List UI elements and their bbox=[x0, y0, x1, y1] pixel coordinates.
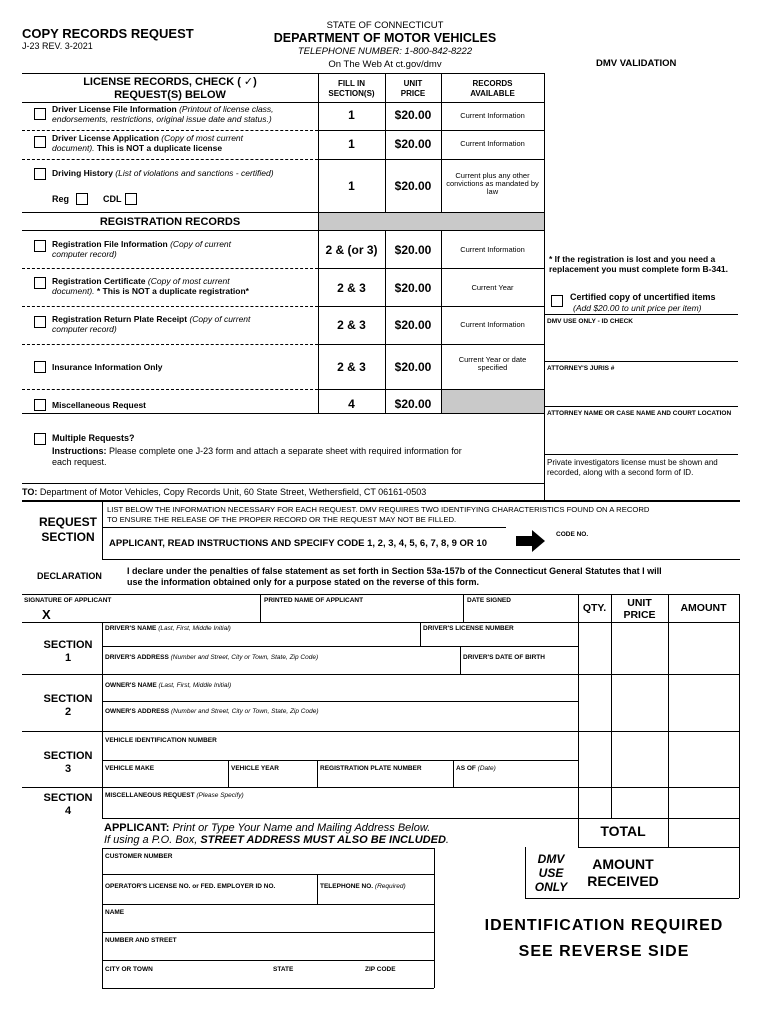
records-available: Current Information bbox=[460, 245, 525, 254]
available-label: AVAILABLE bbox=[470, 89, 515, 98]
applicant-heading bbox=[104, 822, 430, 834]
declaration-line1: I declare under the penalties of false statement as set forth in Section 53a-157b of the Connecticut General Statutes that I will bbox=[127, 566, 662, 576]
row-desc: endorsements, restrictions, original issue date and status.) bbox=[52, 114, 272, 124]
request-label: REQUEST bbox=[38, 515, 97, 529]
unit-label: UNIT bbox=[403, 79, 423, 88]
drivers-dob-label: DRIVER'S DATE OF BIRTH bbox=[463, 654, 545, 661]
row-desc: document). bbox=[52, 143, 95, 153]
certified-copy-checkbox[interactable] bbox=[551, 295, 563, 307]
price-label: PRICE bbox=[623, 609, 656, 621]
records-label: RECORDS bbox=[472, 79, 513, 88]
unit-price: $20.00 bbox=[394, 108, 432, 122]
multiple-requests-instructions bbox=[52, 446, 532, 457]
section-1-label bbox=[30, 639, 106, 665]
telephone-number: TELEPHONE NUMBER: 1-800-842-8222 bbox=[297, 46, 473, 57]
unit-price: $20.00 bbox=[394, 281, 432, 295]
instructions-label: Instructions: bbox=[52, 446, 107, 456]
misc-request-label bbox=[105, 792, 244, 799]
use-word: USE bbox=[538, 866, 564, 880]
section-value: 4 bbox=[348, 397, 355, 411]
section-value: 1 bbox=[348, 179, 355, 193]
fill-in-section-header bbox=[318, 79, 385, 99]
mailing-address-line bbox=[22, 487, 426, 497]
driving-history-checkbox[interactable] bbox=[34, 168, 46, 180]
records-available: Current Information bbox=[460, 320, 525, 329]
dmv-id-check-label: DMV USE ONLY - ID CHECK bbox=[547, 318, 633, 325]
identification-required-notice bbox=[466, 913, 742, 965]
unit-label: UNIT bbox=[627, 597, 652, 609]
section-word: SECTION bbox=[43, 693, 93, 705]
signature-input-area[interactable] bbox=[24, 600, 514, 622]
signature-label: SIGNATURE OF APPLICANT bbox=[24, 597, 112, 604]
registration-plate-label: REGISTRATION PLATE NUMBER bbox=[320, 765, 422, 772]
section-value: 2 & 3 bbox=[337, 360, 366, 374]
reg-label: Reg bbox=[52, 194, 70, 204]
street-label: NUMBER AND STREET bbox=[105, 937, 177, 944]
certified-copy-price-note: (Add $20.00 to unit price per item) bbox=[573, 303, 702, 313]
applicant-title: APPLICANT: bbox=[104, 822, 170, 834]
miscellaneous-request-checkbox[interactable] bbox=[34, 399, 46, 411]
row-desc: (Copy of most current bbox=[145, 276, 230, 286]
section-number: 1 bbox=[64, 652, 72, 664]
amount-header: AMOUNT bbox=[680, 602, 727, 614]
unit-price: $20.00 bbox=[394, 397, 432, 411]
section-value: 1 bbox=[348, 108, 355, 122]
drivers-address-label bbox=[105, 654, 318, 661]
license-heading-line1: LICENSE RECORDS, CHECK ( ✓) bbox=[83, 76, 257, 88]
miscellaneous-request-label: Miscellaneous Request bbox=[52, 400, 147, 410]
request-list-line2: TO ENSURE THE RELEASE OF THE PROPER RECORD OR THE REQUEST MAY NOT BE FILLED. bbox=[107, 515, 457, 524]
row-title: Driver License File Information bbox=[52, 104, 177, 114]
only-word: ONLY bbox=[534, 880, 568, 894]
state-label: STATE bbox=[273, 966, 294, 973]
unit-price-col-header bbox=[611, 597, 668, 621]
customer-number-label: CUSTOMER NUMBER bbox=[105, 853, 173, 860]
section-label: SECTION bbox=[41, 530, 95, 544]
row-title: Registration Return Plate Receipt bbox=[52, 314, 188, 324]
row-note: This is NOT a duplicate license bbox=[94, 143, 223, 153]
dmv-use-only-label bbox=[525, 852, 577, 894]
owners-name-label bbox=[105, 682, 231, 689]
owners-address-label bbox=[105, 708, 318, 715]
attorney-name-label: ATTORNEY NAME OR CASE NAME AND COURT LOCATION bbox=[547, 410, 732, 417]
field-label: OWNER'S NAME bbox=[105, 682, 157, 689]
insurance-info-label: Insurance Information Only bbox=[52, 362, 163, 372]
cdl-checkbox[interactable] bbox=[125, 193, 137, 205]
registration-file-checkbox[interactable] bbox=[34, 240, 46, 252]
driver-license-file-checkbox[interactable] bbox=[34, 108, 46, 120]
registration-file-label bbox=[52, 239, 320, 259]
form-title: COPY RECORDS REQUEST bbox=[22, 26, 194, 41]
dmv-word: DMV bbox=[537, 852, 565, 866]
field-hint: (Date) bbox=[475, 765, 496, 772]
return-plate-receipt-checkbox[interactable] bbox=[34, 316, 46, 328]
section-2-label bbox=[30, 693, 106, 719]
field-hint: (Last, First, Middle Initial) bbox=[156, 625, 231, 632]
declaration-label: DECLARATION bbox=[37, 571, 102, 581]
vin-label: VEHICLE IDENTIFICATION NUMBER bbox=[105, 737, 217, 744]
id-required-line1: IDENTIFICATION REQUIRED bbox=[484, 917, 724, 934]
field-hint: (Please Specify) bbox=[194, 792, 244, 799]
unit-price: $20.00 bbox=[394, 179, 432, 193]
reg-checkbox[interactable] bbox=[76, 193, 88, 205]
to-address: Department of Motor Vehicles, Copy Records Unit, 60 State Street, Wethersfield, CT 06161-0503 bbox=[37, 487, 427, 497]
sections-label: SECTION(S) bbox=[328, 89, 375, 98]
row-desc: computer record) bbox=[52, 324, 117, 334]
field-label: DRIVER'S ADDRESS bbox=[105, 654, 169, 661]
field-label: TELEPHONE NO. bbox=[320, 883, 374, 890]
field-label: OWNER'S ADDRESS bbox=[105, 708, 170, 715]
row-title: Registration Certificate bbox=[52, 276, 146, 286]
license-records-heading bbox=[22, 76, 318, 102]
insurance-info-checkbox[interactable] bbox=[34, 361, 46, 373]
section-value: 2 & 3 bbox=[337, 318, 366, 332]
unit-price: $20.00 bbox=[394, 243, 432, 257]
field-hint: (Last, First, Middle Initial) bbox=[156, 682, 232, 689]
price-label: PRICE bbox=[400, 89, 426, 98]
web-address[interactable]: On The Web At ct.gov/dmv bbox=[328, 59, 442, 70]
declaration-line2: use the information obtained only for a purpose stated on the reverse of this form. bbox=[127, 577, 480, 587]
section-4-label bbox=[30, 792, 106, 818]
amount-word: AMOUNT bbox=[592, 856, 654, 872]
section-value: 2 & 3 bbox=[337, 281, 366, 295]
row-title: Driving History bbox=[52, 168, 113, 178]
row-desc: (Copy of current bbox=[167, 239, 232, 249]
field-hint: (Required) bbox=[373, 883, 406, 890]
license-heading-line2: REQUEST(S) BELOW bbox=[114, 89, 226, 101]
vehicle-make-label: VEHICLE MAKE bbox=[105, 765, 155, 772]
records-available-header bbox=[441, 79, 544, 99]
row-desc: (List of violations and sanctions - certified) bbox=[112, 168, 274, 178]
return-plate-receipt-label bbox=[52, 314, 320, 334]
instructions-text: Please complete one J-23 form and attach a separate sheet with required information for bbox=[106, 446, 462, 456]
request-section-instructions bbox=[107, 505, 743, 525]
drivers-license-number-label: DRIVER'S LICENSE NUMBER bbox=[423, 625, 514, 632]
row-desc: (Printout of license class, bbox=[176, 104, 274, 114]
section-word: SECTION bbox=[43, 639, 93, 651]
form-revision: J-23 REV. 3-2021 bbox=[22, 41, 93, 51]
drivers-name-label bbox=[105, 625, 231, 632]
field-hint: (Number and Street, City or Town, State, Zip Code) bbox=[169, 708, 319, 715]
cdl-label: CDL bbox=[103, 194, 122, 204]
section-number: 4 bbox=[64, 805, 72, 817]
amount-received-label bbox=[578, 856, 668, 890]
qty-header: QTY. bbox=[582, 602, 607, 614]
section-3-label bbox=[30, 750, 106, 776]
state-name: STATE OF CONNECTICUT bbox=[326, 20, 444, 31]
department-name: DEPARTMENT OF MOTOR VEHICLES bbox=[273, 31, 497, 45]
records-available: Current Information bbox=[460, 139, 525, 148]
vehicle-year-label: VEHICLE YEAR bbox=[231, 765, 279, 772]
po-box-text: If using a P.O. Box, bbox=[104, 834, 201, 846]
applicant-instruction: Print or Type Your Name and Mailing Address Below. bbox=[169, 822, 431, 834]
request-list-line1: LIST BELOW THE INFORMATION NECESSARY FOR EACH REQUEST. DMV REQUIRES TWO IDENTIFYING CHARACTERISTICS FOUND ON A RECORD bbox=[107, 505, 650, 514]
name-label: NAME bbox=[105, 909, 125, 916]
declaration-text bbox=[127, 566, 739, 588]
row-title: Driver License Application bbox=[52, 133, 159, 143]
driver-license-application-checkbox[interactable] bbox=[34, 136, 46, 148]
signature-x-mark: X bbox=[42, 607, 51, 622]
to-label: TO: bbox=[22, 487, 38, 497]
attorney-juris-label: ATTORNEY'S JURIS # bbox=[547, 365, 615, 372]
po-box-instruction bbox=[104, 834, 449, 846]
registration-records-heading: REGISTRATION RECORDS bbox=[99, 216, 241, 228]
registration-lost-note: * If the registration is lost and you need a replacement you must complete form B-341. bbox=[549, 254, 729, 274]
certified-copy-label: Certified copy of uncertified items bbox=[570, 292, 716, 302]
records-available: Current plus any other convictions as mandated by law bbox=[446, 171, 539, 196]
telephone-label bbox=[320, 883, 406, 890]
multiple-requests-checkbox[interactable] bbox=[34, 433, 46, 445]
zip-label: ZIP CODE bbox=[365, 966, 396, 973]
date-signed-label: DATE SIGNED bbox=[467, 597, 511, 604]
arrow-right-icon bbox=[516, 530, 546, 552]
row-title: Registration File Information bbox=[52, 239, 168, 249]
specify-code-instruction: APPLICANT, READ INSTRUCTIONS AND SPECIFY CODE 1, 2, 3, 4, 5, 6, 7, 8, 9 OR 10 bbox=[109, 538, 487, 549]
registration-certificate-checkbox[interactable] bbox=[34, 277, 46, 289]
section-number: 3 bbox=[64, 763, 72, 775]
records-available: Current Information bbox=[460, 111, 525, 120]
unit-price: $20.00 bbox=[394, 360, 432, 374]
street-address-required: STREET ADDRESS MUST ALSO BE INCLUDED bbox=[200, 834, 446, 846]
field-label: MISCELLANEOUS REQUEST bbox=[105, 792, 195, 799]
unit-price: $20.00 bbox=[394, 318, 432, 332]
request-section-label bbox=[32, 515, 104, 545]
section-word: SECTION bbox=[43, 792, 93, 804]
field-label: DRIVER'S NAME bbox=[105, 625, 157, 632]
field-hint: (Number and Street, City or Town, State, Zip Code) bbox=[168, 654, 319, 661]
section-value: 1 bbox=[348, 137, 355, 151]
records-available: Current Year or date specified bbox=[458, 355, 527, 372]
section-number: 2 bbox=[64, 706, 72, 718]
row-desc: computer record) bbox=[52, 249, 117, 259]
records-available: Current Year bbox=[471, 283, 514, 292]
period: . bbox=[445, 834, 449, 846]
code-no-label: CODE NO. bbox=[556, 531, 589, 538]
section-word: SECTION bbox=[43, 750, 93, 762]
operator-license-label: OPERATOR'S LICENSE NO. or FED. EMPLOYER ID NO. bbox=[105, 883, 276, 890]
row-desc: (Copy of current bbox=[187, 314, 251, 324]
printed-name-label: PRINTED NAME OF APPLICANT bbox=[264, 597, 364, 604]
city-label: CITY OR TOWN bbox=[105, 966, 153, 973]
id-required-line2: SEE REVERSE SIDE bbox=[518, 943, 690, 960]
field-label: AS OF bbox=[456, 765, 476, 772]
section-value: 2 & (or 3) bbox=[325, 243, 378, 257]
driver-license-file-label bbox=[52, 104, 320, 124]
multiple-requests-label: Multiple Requests? bbox=[52, 433, 135, 443]
row-note: * This is NOT a duplicate registration* bbox=[94, 286, 249, 296]
driving-history-label bbox=[52, 168, 320, 178]
registration-certificate-label bbox=[52, 276, 320, 296]
fill-in-label: FILL IN bbox=[338, 79, 365, 88]
dmv-validation-label: DMV VALIDATION bbox=[596, 58, 677, 69]
instructions-text-cont: each request. bbox=[52, 457, 107, 467]
unit-price-header bbox=[385, 79, 441, 99]
row-desc: (Copy of most current bbox=[158, 133, 244, 143]
private-investigator-note: Private investigators license must be shown and recorded, along with a second form of ID. bbox=[547, 458, 718, 477]
row-desc: document). bbox=[52, 286, 95, 296]
unit-price: $20.00 bbox=[394, 137, 432, 151]
total-label: TOTAL bbox=[600, 823, 646, 839]
received-word: RECEIVED bbox=[587, 873, 659, 889]
as-of-date-label bbox=[456, 765, 496, 772]
driver-license-application-label bbox=[52, 133, 320, 153]
